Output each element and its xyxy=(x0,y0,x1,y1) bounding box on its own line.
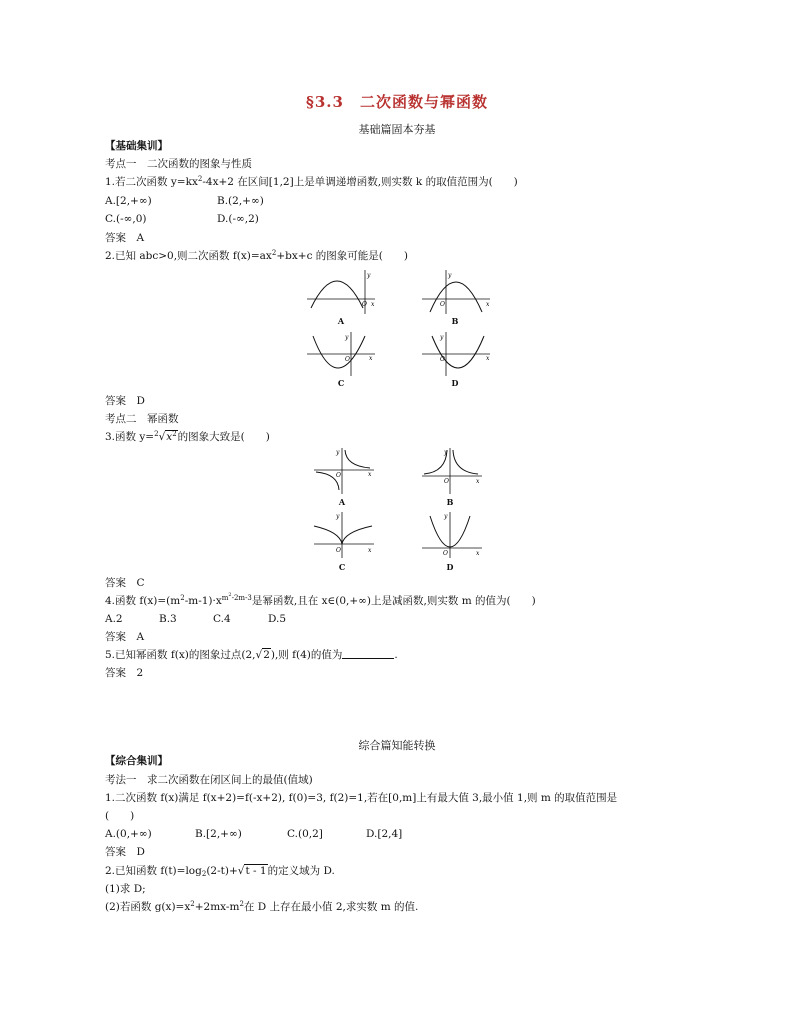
cq2-part2: (2)若函数 $g(x)=x^2+2mx-m^2$在 D 上存在最小值 2,求实数 m 的值. xyxy=(105,900,419,913)
parabola-curve xyxy=(313,336,365,368)
q4-option-c: C.4 xyxy=(213,613,231,625)
q4-stem: 4.函数 $f(x)=(m^2-m-1)\cdot x^{m^2-2m-3}$是幂函数,且在 x∈(0,+∞)上是减函数,则实数 m 的值为( ) xyxy=(105,592,536,607)
q3-label-c: C xyxy=(338,562,346,572)
svg-text:x: x xyxy=(476,550,480,557)
comprehensive-set-heading: 【综合集训】 xyxy=(105,755,168,767)
cq1-option-d: D.[2,4] xyxy=(366,828,403,840)
q3-graph-a xyxy=(312,446,376,496)
svg-text:y: y xyxy=(336,513,340,520)
svg-text:y: y xyxy=(345,334,349,341)
cq1-answer: 答案 D xyxy=(105,846,145,858)
svg-text:x: x xyxy=(476,478,480,485)
svg-text:y: y xyxy=(367,272,371,279)
svg-text:y: y xyxy=(440,334,444,341)
svg-text:x: x xyxy=(486,355,490,362)
svg-text:O: O xyxy=(362,301,367,308)
parabola-curve xyxy=(430,282,482,312)
q3-label-a: A xyxy=(338,497,346,507)
comprehensive-section-heading: 综合篇知能转换 xyxy=(358,739,436,752)
q4-option-a: A.2 xyxy=(105,613,123,625)
branch-right xyxy=(345,450,370,468)
svg-text:x: x xyxy=(368,471,372,478)
q2-answer: 答案 D xyxy=(105,395,145,407)
q5-answer: 答案 2 xyxy=(105,667,144,679)
branch-right xyxy=(342,526,372,544)
cq1-paren: ( ) xyxy=(105,810,135,822)
q4-answer: 答案 A xyxy=(105,631,145,643)
q3-label-d: D xyxy=(446,562,454,572)
q1-answer: 答案 A xyxy=(105,232,145,244)
q3-graph-c xyxy=(312,510,376,560)
q4-option-b: B.3 xyxy=(159,613,177,625)
radicand: $x^2$ xyxy=(166,430,177,443)
branch-right xyxy=(453,450,478,474)
cq1-stem: 1.二次函数 f(x)满足 f(x+2)=f(-x+2), f(0)=3, f(2)=1,若在[0,m]上有最大值 3,最小值 1,则 m 的取值范围是 xyxy=(105,792,618,804)
basic-set-heading: 【基础集训】 xyxy=(105,140,168,152)
svg-text:x: x xyxy=(486,301,490,308)
q3-graph-d xyxy=(420,510,484,560)
svg-text:O: O xyxy=(345,356,350,363)
q2-label-a: A xyxy=(337,316,345,326)
q1-option-c: C.(-∞,0) xyxy=(105,213,147,225)
q2-graph-b xyxy=(420,268,495,318)
q3-graph-b xyxy=(420,446,484,496)
q3-answer: 答案 C xyxy=(105,577,145,589)
page-title: §3.3 二次函数与幂函数 xyxy=(306,93,488,111)
q4-option-d: D.5 xyxy=(268,613,287,625)
svg-text:O: O xyxy=(336,547,341,554)
svg-text:y: y xyxy=(444,513,448,520)
q3-stem: 3.函数 $y=^2√x^2$的图象大致是( ) xyxy=(105,430,270,443)
svg-text:O: O xyxy=(440,356,445,363)
q2-label-c: C xyxy=(337,378,345,388)
cq1-option-c: C.(0,2] xyxy=(287,828,323,840)
q1-stem: 1.若二次函数 $y=kx^2-4x+2$ 在区间[1,2]上是单调递增函数,则实数 k 的取值范围为( ) xyxy=(105,175,518,188)
point2-heading: 考点二 幂函数 xyxy=(105,413,179,425)
svg-text:x: x xyxy=(369,355,373,362)
branch-left xyxy=(314,526,342,544)
q3-label-b: B xyxy=(446,497,454,507)
svg-text:x: x xyxy=(368,547,372,554)
q2-stem: 2.已知 abc>0,则二次函数 $f(x)=ax^2+bx+c$ 的图象可能是( ) xyxy=(105,249,408,262)
cq2-part1: (1)求 D; xyxy=(105,883,146,895)
q2-label-b: B xyxy=(451,316,459,326)
point1-heading: 考点一 二次函数的图象与性质 xyxy=(105,158,252,170)
q2-label-d: D xyxy=(451,378,459,388)
svg-text:y: y xyxy=(448,272,452,279)
cq1-option-a: A.(0,+∞) xyxy=(105,828,152,840)
q2-graph-c xyxy=(305,330,380,380)
q1-option-a: A.[2,+∞) xyxy=(105,195,152,207)
q2-graph-a xyxy=(305,268,380,318)
svg-text:y: y xyxy=(444,449,448,456)
basic-section-heading: 基础篇固本夯基 xyxy=(358,123,436,136)
svg-text:O: O xyxy=(336,472,341,479)
q2-graph-d xyxy=(420,330,495,380)
svg-text:O: O xyxy=(444,478,449,485)
svg-text:O: O xyxy=(443,550,448,557)
method1-heading: 考法一 求二次函数在闭区间上的最值(值域) xyxy=(105,774,313,786)
cq1-option-b: B.[2,+∞) xyxy=(195,828,242,840)
parabola-curve xyxy=(311,281,363,308)
svg-text:x: x xyxy=(371,301,375,308)
q5-stem: 5.已知幂函数 f(x)的图象过点(2,√2),则 f(4)的值为 . xyxy=(105,649,398,661)
svg-text:O: O xyxy=(440,301,445,308)
answer-blank xyxy=(342,648,394,659)
cq2-stem: 2.已知函数 $f(t)=\log_2(2-t)+√t - 1$的定义域为 D. xyxy=(105,865,335,878)
q1-option-b: B.(2,+∞) xyxy=(217,195,264,207)
svg-text:y: y xyxy=(336,449,340,456)
q1-option-d: D.(-∞,2) xyxy=(217,213,259,225)
